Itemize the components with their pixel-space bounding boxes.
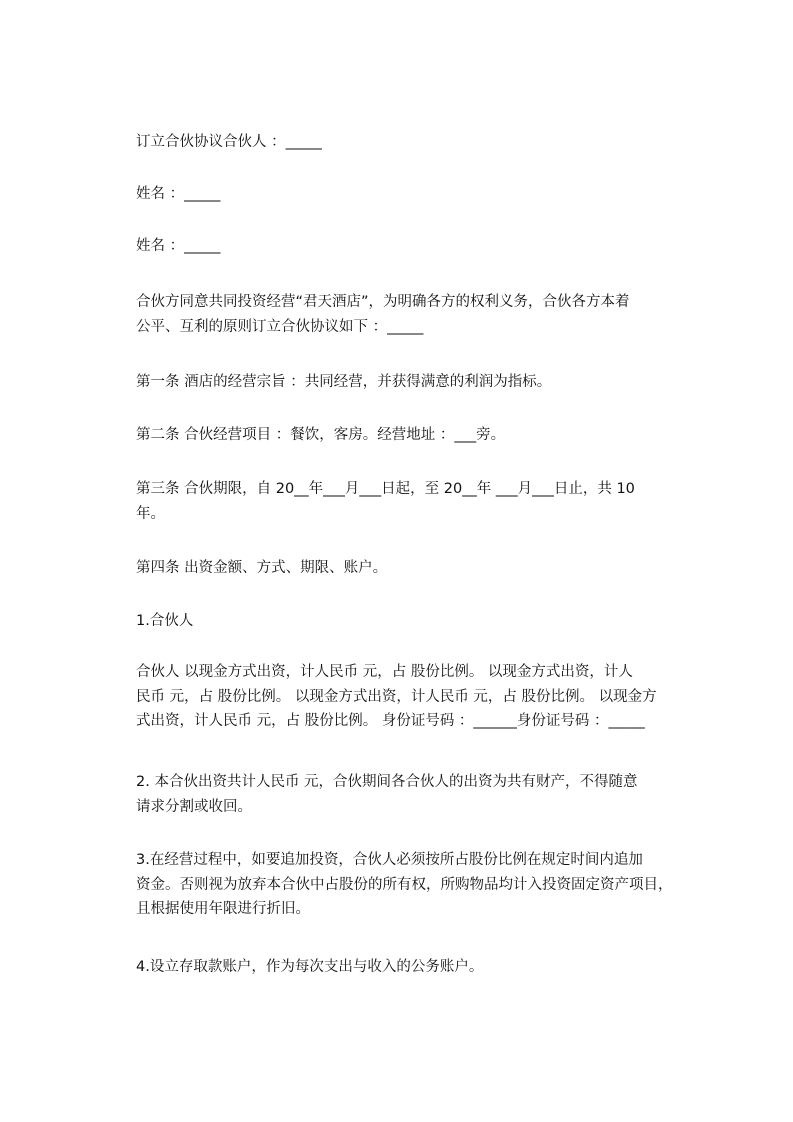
text-line: 资金。否则视为放弃本合伙中占股份的所有权，所购物品均计入投资固定资产项目， <box>136 876 673 893</box>
text-line: 第三条 合伙期限，自 20__年___月___日起，至 20__年 ___月___日止，共 10 <box>136 481 635 497</box>
text-line: 1.合伙人 <box>136 613 194 629</box>
text-line: 民币 元，占 股份比例。 以现金方式出资，计人民币 元，占 股份比例。 以现金方 <box>136 688 657 705</box>
text-line: 请求分割或收回。 <box>136 798 252 815</box>
text-line: 合伙人 以现金方式出资，计人民币 元，占 股份比例。 以现金方式出资，计人 <box>136 664 633 680</box>
intro-paragraph <box>136 130 702 155</box>
text-line: 式出资，计人民币 元，占 股份比例。 身份证号码 ：______身份证号码 ：_____ <box>136 713 645 729</box>
text-line: 公平、互利的原则订立合伙协议如下 ：_____ <box>136 318 424 335</box>
text-line: 合伙方同意共同投资经营“君天酒店”，为明确各方的权利义务，合伙各方本着 <box>136 294 630 310</box>
partner-name-2 <box>136 234 702 259</box>
item-1-heading <box>136 609 702 634</box>
item-2-paragraph <box>136 770 702 819</box>
text-line: 3.在经营过程中，如要追加投资，合伙人必须按所占股份比例在规定时间内追加 <box>136 852 643 868</box>
article-2-paragraph <box>136 423 702 448</box>
text-line: 第四条 出资金额、方式、期限、账户。 <box>136 560 388 576</box>
article-1-paragraph <box>136 370 702 395</box>
item-4-paragraph <box>136 955 702 980</box>
text-line: 姓名 ：_____ <box>136 186 221 202</box>
text-line: 第一条 酒店的经营宗旨 ：共同经营，并获得满意的利润为指标。 <box>136 374 552 390</box>
article-3-paragraph <box>136 477 702 526</box>
text-line: 年。 <box>136 505 165 522</box>
text-line: 2. 本合伙出资共计人民币 元，合伙期间各合伙人的出资为共有财产，不得随意 <box>136 774 638 790</box>
item-1-detail-paragraph <box>136 660 702 734</box>
text-line: 4.设立存取款账户，作为每次支出与收入的公务账户。 <box>136 959 484 975</box>
text-line: 第二条 合伙经营项目 ：餐饮，客房。经营地址 ：___旁。 <box>136 427 506 443</box>
purpose-paragraph <box>136 290 702 339</box>
item-3-paragraph <box>136 848 702 922</box>
partner-name-1 <box>136 182 702 207</box>
article-4-paragraph <box>136 556 702 581</box>
text-line: 且根据使用年限进行折旧。 <box>136 901 310 917</box>
text-line: 姓名 ：_____ <box>136 238 221 254</box>
text-line: 订立合伙协议合伙人 ：_____ <box>136 134 322 150</box>
